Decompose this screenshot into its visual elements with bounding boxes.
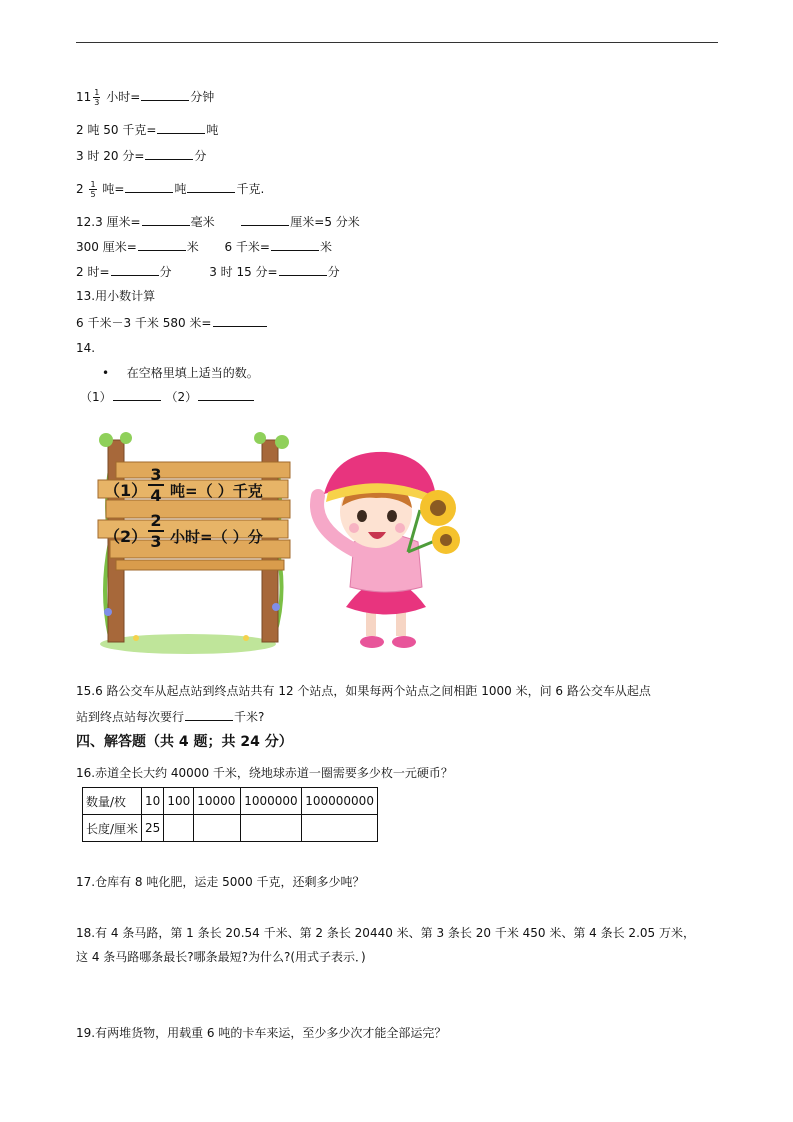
text: 吨 [174, 182, 187, 196]
text: 12.3 厘米= [76, 215, 141, 229]
text: 2 时= [76, 265, 110, 279]
sign-text-1: 吨=（ ）千克 [170, 482, 263, 500]
sign-frac-den-2: 3 [150, 532, 162, 551]
q14-illustration [96, 432, 476, 662]
leaf [254, 432, 266, 444]
q18-line-1: 18.有 4 条马路，第 1 条长 20.54 千米、第 2 条长 20440 米、第 3 条长 20 千米 450 米、第 4 条长 2.05 万米， [76, 926, 695, 940]
flower [133, 635, 139, 641]
text: 毫米 [190, 215, 215, 229]
q15-line-2 [76, 708, 264, 725]
table-cell: 100000000 [302, 788, 378, 815]
table-cell: 长度/厘米 [83, 815, 142, 842]
leaf [99, 433, 113, 447]
answer-blank[interactable] [142, 213, 190, 226]
eye [387, 510, 397, 522]
fraction: $\frac{1}{3}$ [94, 88, 100, 107]
table-cell: 25 [142, 815, 164, 842]
answer-blank[interactable] [113, 388, 161, 401]
answer-blank[interactable] [111, 263, 159, 276]
text: 2 吨 50 千克= [76, 123, 157, 137]
flower [104, 608, 112, 616]
answer-blank[interactable] [157, 121, 205, 134]
answer-blank[interactable] [198, 388, 254, 401]
q14-title: 14. [76, 341, 96, 355]
q18-line-2: 这 4 条马路哪条最长?哪条最短?为什么?(用式子表示．) [76, 950, 366, 964]
answer-blank[interactable] [141, 88, 189, 101]
q12-line-3 [76, 263, 340, 280]
answer-blank[interactable] [241, 213, 289, 226]
q11-number: 11 [76, 90, 92, 104]
q15-line-1: 15.6 路公交车从起点站到终点站共有 12 个站点，如果每两个站点之间相距 1000 米，问 6 路公交车从起点 [76, 684, 651, 698]
leaf [120, 432, 132, 444]
answer-blank[interactable] [125, 180, 173, 193]
text: 6 千米－3 千米 580 米= [76, 316, 212, 330]
sign-label-2: （2） [104, 527, 148, 546]
q11-line-1 [76, 88, 214, 107]
grass [100, 634, 276, 654]
leaf [275, 435, 289, 449]
fraction: $\frac{1}{5}$ [90, 180, 96, 199]
text: 千克. [236, 182, 265, 196]
q13-expression [76, 314, 268, 331]
text: 300 厘米= [76, 240, 137, 254]
answer-blank[interactable] [187, 180, 235, 193]
table-cell: 数量/枚 [83, 788, 142, 815]
text: 分 [327, 265, 340, 279]
q16-text: 16.赤道全长大约 40000 千米，绕地球赤道一圈需要多少枚一元硬币？ [76, 766, 453, 780]
answer-blank[interactable] [138, 238, 186, 251]
cheek [349, 523, 359, 533]
table-cell: 100 [164, 788, 194, 815]
sunflower-center [440, 534, 452, 546]
sign-and-girl-illustration [96, 432, 476, 662]
text: 3 时 15 分= [209, 265, 278, 279]
plank [116, 560, 284, 570]
flower [243, 635, 249, 641]
answer-cell[interactable] [164, 815, 194, 842]
sign-text-2: 小时=（ ）分 [170, 528, 263, 546]
q12-line-2 [76, 238, 332, 255]
sign-frac-num-1: 3 [150, 465, 162, 484]
text: 3 时 20 分= [76, 149, 145, 163]
answer-blank[interactable] [279, 263, 327, 276]
sign-label-1: （1） [104, 481, 148, 500]
q19-text: 19.有两堆货物，用载重 6 吨的卡车来运，至少多少次才能全部运完？ [76, 1026, 447, 1040]
unit-text: 分钟 [190, 90, 215, 104]
text: （1） [80, 390, 112, 404]
answer-cell[interactable] [302, 815, 378, 842]
shoe [392, 636, 416, 648]
answer-blank[interactable] [213, 314, 267, 327]
eye [357, 510, 367, 522]
table-cell: 10000 [194, 788, 241, 815]
q14-instruction [102, 364, 259, 381]
text: （2） [165, 390, 198, 404]
answer-blank[interactable] [271, 238, 319, 251]
header-rule [76, 42, 718, 43]
table-row [83, 815, 378, 842]
q14-answers [80, 388, 255, 405]
girl-figure [317, 452, 460, 648]
text: 分 [159, 265, 172, 279]
q13-title: 13.用小数计算 [76, 289, 156, 303]
sign-frac-den-1: 4 [150, 486, 162, 505]
text: 6 千米= [224, 240, 270, 254]
text: 吨 [206, 123, 219, 137]
text: 米 [319, 240, 332, 254]
sunflower-center [430, 500, 446, 516]
answer-cell[interactable] [194, 815, 241, 842]
text: 千米? [234, 710, 265, 724]
text: 米 [186, 240, 199, 254]
q11-line-3 [76, 147, 206, 164]
q11-line-2 [76, 121, 218, 138]
shoe [360, 636, 384, 648]
answer-blank[interactable] [185, 708, 233, 721]
section-heading: 四、解答题（共 4 题；共 24 分） [76, 734, 293, 750]
text: 分 [194, 149, 207, 163]
plank [116, 462, 290, 478]
answer-blank[interactable] [145, 147, 193, 160]
bullet-icon: • [102, 366, 110, 380]
text: 厘米=5 分米 [290, 215, 360, 229]
cheek [395, 523, 405, 533]
plank [106, 500, 290, 518]
q12-line-1 [76, 213, 360, 230]
q16-table [82, 787, 378, 842]
answer-cell[interactable] [241, 815, 302, 842]
text: 站到终点站每次要行 [76, 710, 185, 724]
text: 吨= [102, 182, 125, 196]
q11-line-4 [76, 180, 264, 199]
q17-text: 17.仓库有 8 吨化肥，运走 5000 千克，还剩多少吨？ [76, 875, 365, 889]
unit-text: 小时= [106, 90, 141, 104]
table-cell: 10 [142, 788, 164, 815]
text: 在空格里填上适当的数。 [126, 366, 259, 380]
table-row [83, 788, 378, 815]
sign-frac-num-2: 2 [150, 511, 162, 530]
flower [272, 603, 280, 611]
table-cell: 1000000 [241, 788, 302, 815]
text: 2 [76, 182, 84, 196]
